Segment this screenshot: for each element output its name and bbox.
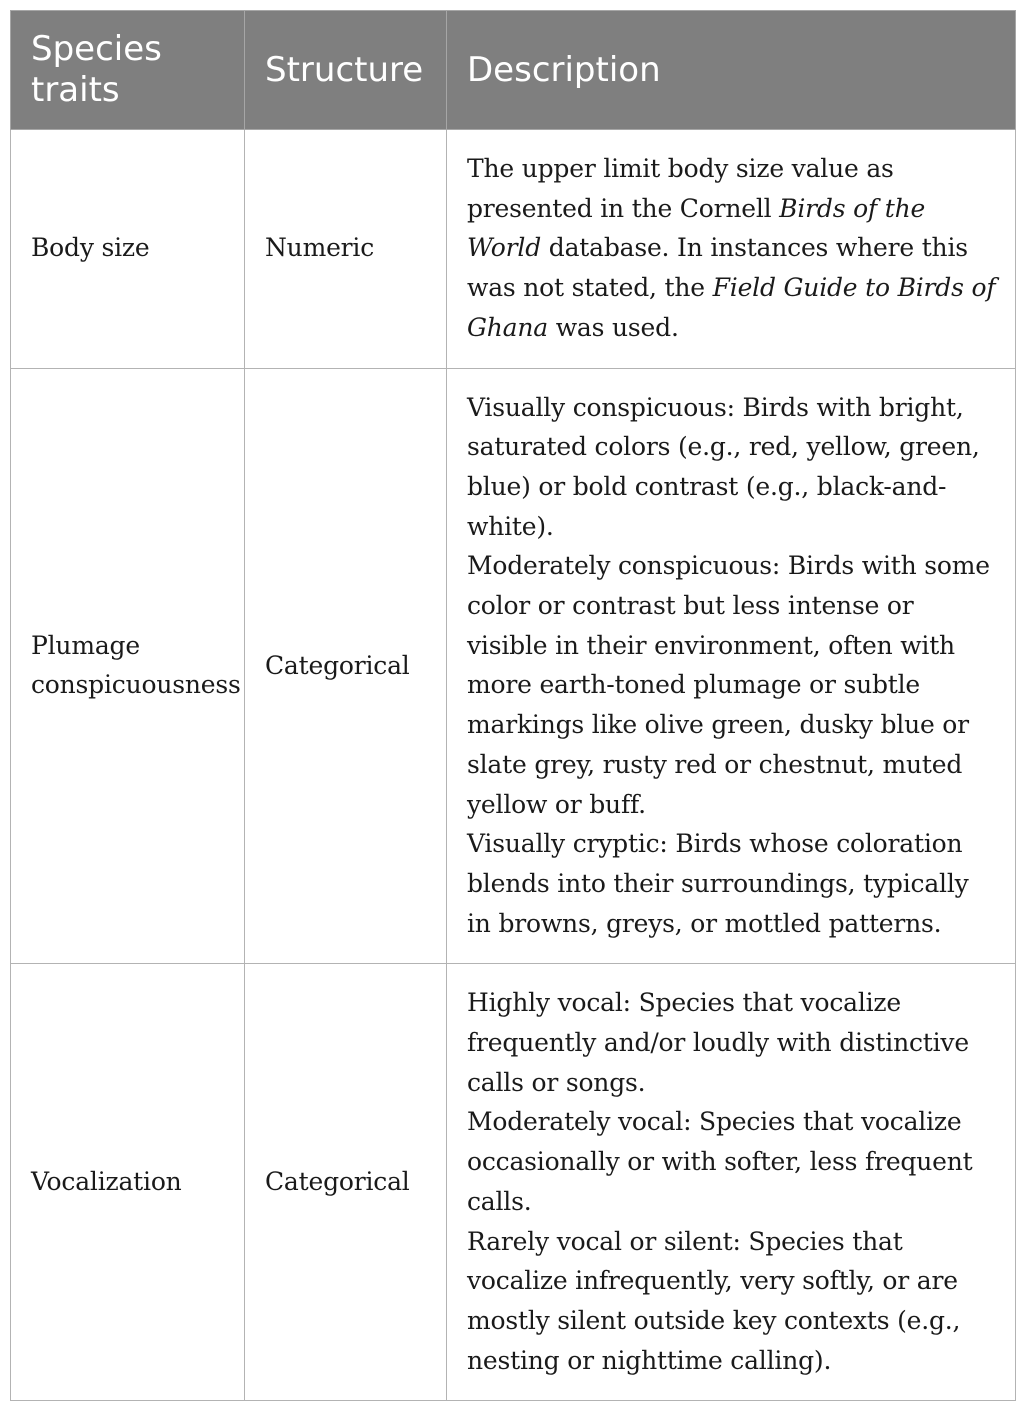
description-text: The upper limit body size value as presented in the Cornell: [467, 154, 894, 223]
table-body: [11, 130, 1016, 1401]
description-paragraph: Visually cryptic: Birds whose coloration blends into their surroundings, typically in browns, greys, or mottled patterns.: [467, 829, 969, 938]
header-species-traits-line1: Species: [31, 29, 162, 69]
trait-line1: Plumage: [31, 630, 140, 660]
description-text: was used.: [547, 312, 679, 342]
description-cell: [447, 964, 1016, 1401]
header-row: [11, 11, 1016, 130]
structure-cell: Categorical: [245, 964, 447, 1401]
header-description: Description: [447, 11, 1016, 130]
description-italic-source: Birds of the World: [467, 193, 926, 263]
trait-cell: Body size: [11, 130, 245, 369]
header-structure: Structure: [245, 11, 447, 130]
header-species-traits-line2: traits: [31, 70, 120, 110]
species-traits-table: [10, 10, 1016, 1401]
description-text: database. In instances where this was not stated, the: [467, 233, 968, 303]
table-row-vocalization: [11, 964, 1016, 1401]
description-cell: [447, 130, 1016, 369]
trait-cell: Vocalization: [11, 964, 245, 1401]
header-species-traits: [11, 11, 245, 130]
description-cell: [447, 368, 1016, 964]
table-row-plumage: [11, 368, 1016, 964]
description-paragraph: Visually conspicuous: Birds with bright, saturated colors (e.g., red, yellow, green, blue) or bold contrast (e.g., black-and-white).: [467, 392, 980, 541]
description-italic-guide: Field Guide to Birds of Ghana: [467, 273, 996, 342]
structure-cell: Numeric: [245, 130, 447, 369]
trait-line2: conspicuousness: [31, 670, 241, 700]
description-paragraph: Moderately vocal: Species that vocalize occasionally or with softer, less frequent calls.: [467, 1107, 973, 1216]
table-row-body-size: [11, 130, 1016, 369]
description-paragraph: Highly vocal: Species that vocalize frequently and/or loudly with distinctive calls or songs.: [467, 988, 969, 1097]
structure-cell: Categorical: [245, 368, 447, 964]
table-header: [11, 11, 1016, 130]
description-paragraph: Rarely vocal or silent: Species that vocalize infrequently, very softly, or are mostly silent outside key contexts (e.g., nesting or nighttime calling).: [467, 1226, 961, 1375]
trait-cell: [11, 368, 245, 964]
description-paragraph: Moderately conspicuous: Birds with some color or contrast but less intense or visible in their environment, often with more earth-toned plumage or subtle markings like olive green, dusky blue or slate grey, rusty red or chestnut, muted yellow or buff.: [467, 551, 990, 819]
